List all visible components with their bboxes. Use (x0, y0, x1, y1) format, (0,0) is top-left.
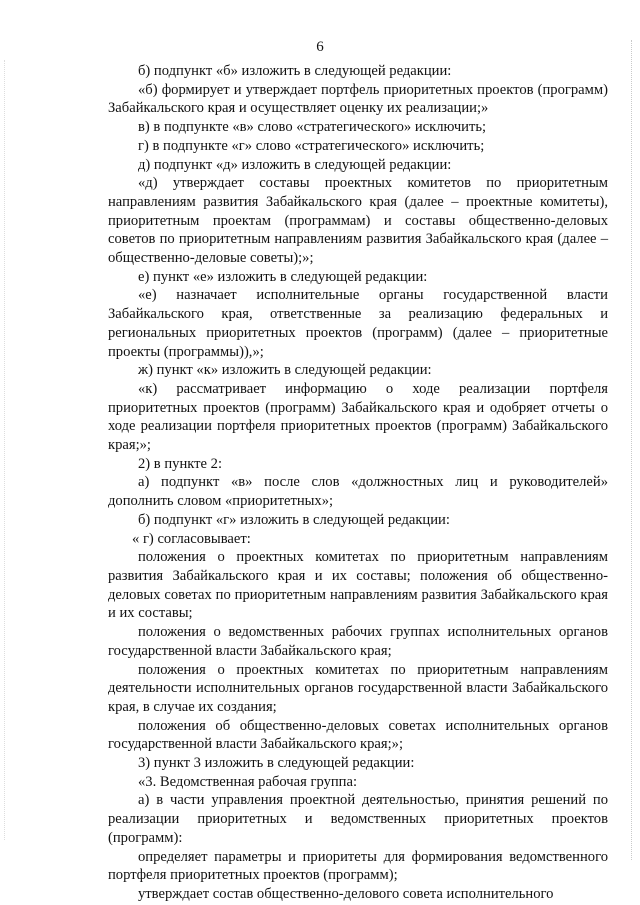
paragraph: г) в подпункте «г» слово «стратегического» исключить; (138, 137, 485, 154)
paragraph: « г) согласовывает: (132, 530, 251, 547)
paragraph: е) пункт «е» изложить в следующей редакции: (138, 268, 428, 285)
paragraph: «д) утверждает составы проектных комитетов по приоритетным направлениям развития Забайкальского края (далее – проектные комитеты), приоритетным проектам (программам) и составы общественно-деловых советов по приоритетным направлениям развития Забайкальского края (далее – общественно-деловые советы);»; (108, 175, 608, 267)
paragraph: д) подпункт «д» изложить в следующей редакции: (138, 156, 452, 173)
paragraph: а) в части управления проектной деятельностью, принятия решений по реализации приоритетных и ведомственных приоритетных проектов (программ): (108, 792, 608, 846)
paragraph: положения о ведомственных рабочих группах исполнительных органов государственной власти Забайкальского края; (108, 624, 608, 659)
paragraph: положения об общественно-деловых советах исполнительных органов государственной власти Забайкальского края;»; (108, 717, 608, 753)
paragraph: «б) формирует и утверждает портфель приоритетных проектов (программ) Забайкальского края и осуществляет оценку их реализации;» (108, 81, 608, 117)
paragraph: 3) пункт 3 изложить в следующей редакции: (138, 755, 415, 772)
paragraph: утверждает состав общественно-делового совета исполнительного (138, 885, 554, 902)
paragraph: ж) пункт «к» изложить в следующей редакции: (138, 362, 432, 379)
paragraph: 2) в пункте 2: (138, 455, 223, 472)
paragraph: «3. Ведомственная рабочая группа: (138, 773, 358, 790)
paragraph: а) подпункт «в» после слов «должностных лиц и руководителей» дополнить словом «приоритетных»; (108, 474, 608, 510)
scan-edge-right (631, 40, 634, 860)
paragraph: определяет параметры и приоритеты для формирования ведомственного портфеля приоритетных проектов (программ); (108, 848, 608, 884)
paragraph: «е) назначает исполнительные органы государственной власти Забайкальского края, ответственные за реализацию федеральных и региональных приоритетных проектов (программ) (далее – приоритетные проекты (программы)),»; (108, 287, 608, 360)
paragraph: положения о проектных комитетах по приоритетным направлениям развития Забайкальского края и их составы; положения об общественно-деловых советах по приоритетным направлениям развития Забайкальского края и их составы; (108, 549, 608, 622)
paragraph: «к) рассматривает информацию о ходе реализации портфеля приоритетных проектов (программ) Забайкальского края и одобряет отчеты о ходе реализации портфеля приоритетных проектов (программ) Забайкальского края;»; (108, 380, 608, 454)
paragraph: положения о проектных комитетах по приоритетным направлениям деятельности исполнительных органов государственной власти Забайкальского края, в случае их создания; (108, 661, 608, 715)
document-body (108, 62, 608, 904)
paragraph: б) подпункт «б» изложить в следующей редакции: (138, 63, 452, 79)
paragraph: в) в подпункте «в» слово «стратегического» исключить; (138, 119, 487, 136)
scan-edge-left (4, 60, 7, 840)
page-number: 6 (316, 39, 324, 55)
paragraph: б) подпункт «г» изложить в следующей редакции: (138, 511, 450, 528)
